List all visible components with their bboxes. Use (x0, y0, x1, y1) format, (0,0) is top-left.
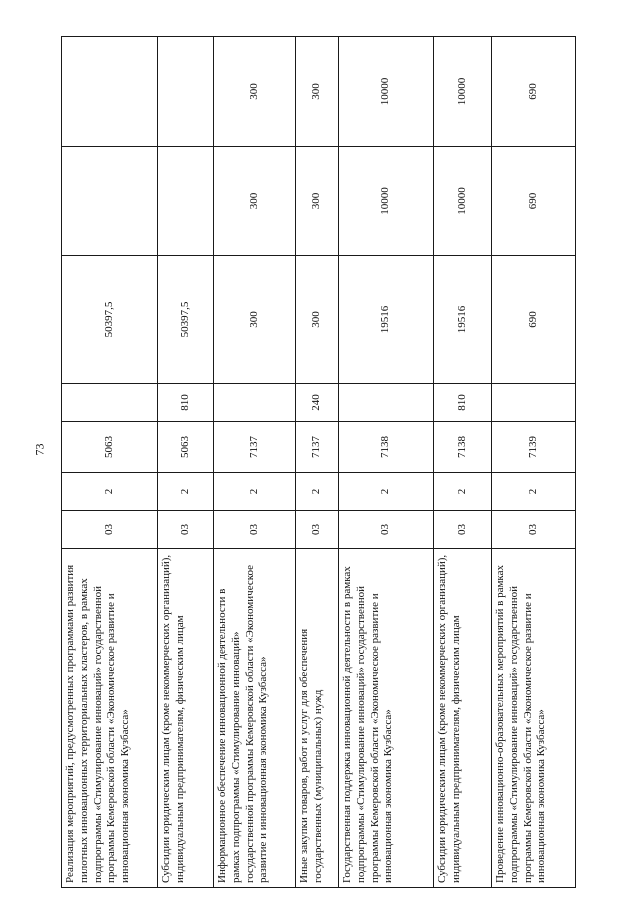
table-row (296, 37, 339, 888)
subprogram-code: 2 (492, 473, 576, 511)
expense-type-code: 810 (434, 384, 492, 422)
expense-type-code (62, 384, 158, 422)
budget-table (61, 36, 576, 888)
target-code: 7138 (339, 422, 434, 473)
row-description: Субсидии юридическим лицам (кроме некоммерческих организаций), индивидуальным предпринимателям, физическим лицам (158, 549, 214, 888)
target-code: 7139 (492, 422, 576, 473)
table-row (492, 37, 576, 888)
amount-year-3 (62, 37, 158, 147)
budget-table-wrapper (61, 37, 575, 888)
target-code: 5063 (62, 422, 158, 473)
amount-year-2 (62, 147, 158, 256)
amount-year-3: 300 (214, 37, 296, 147)
amount-year-1: 19516 (339, 256, 434, 384)
subprogram-code: 2 (296, 473, 339, 511)
subprogram-code: 2 (214, 473, 296, 511)
row-description: Проведение инновационно-образовательных мероприятий в рамках подпрограммы «Стимулирование инноваций» государственной программы Кемеровской области «Экономическое развитие и инновационная экономика Кузбасса» (492, 549, 576, 888)
amount-year-1: 50397,5 (158, 256, 214, 384)
section-code: 03 (339, 511, 434, 549)
target-code: 7137 (214, 422, 296, 473)
expense-type-code: 810 (158, 384, 214, 422)
target-code: 7138 (434, 422, 492, 473)
expense-type-code (214, 384, 296, 422)
section-code: 03 (158, 511, 214, 549)
amount-year-3: 690 (492, 37, 576, 147)
amount-year-1: 300 (214, 256, 296, 384)
amount-year-2: 10000 (434, 147, 492, 256)
row-description: Информационное обеспечение инновационной деятельности в рамках подпрограммы «Стимулирование инноваций» государственной программы Кемеровской области «Экономическое развитие и инновационная экономика Кузбасса» (214, 549, 296, 888)
table-row (339, 37, 434, 888)
subprogram-code: 2 (62, 473, 158, 511)
amount-year-3: 10000 (434, 37, 492, 147)
amount-year-2: 300 (214, 147, 296, 256)
amount-year-1: 19516 (434, 256, 492, 384)
amount-year-1: 50397,5 (62, 256, 158, 384)
section-code: 03 (214, 511, 296, 549)
row-description: Субсидии юридическим лицам (кроме некоммерческих организаций), индивидуальным предпринимателям, физическим лицам (434, 549, 492, 888)
subprogram-code: 2 (339, 473, 434, 511)
amount-year-3: 300 (296, 37, 339, 147)
row-description: Реализация мероприятий, предусмотренных программами развития пилотных инновационных территориальных кластеров, в рамках подпрограммы «Стимулирование инноваций» государственной программы Кемеровской области «Экономическое развитие и инновационная экономика Кузбасса» (62, 549, 158, 888)
expense-type-code (492, 384, 576, 422)
section-code: 03 (296, 511, 339, 549)
amount-year-1: 690 (492, 256, 576, 384)
table-row (62, 37, 158, 888)
amount-year-3: 10000 (339, 37, 434, 147)
expense-type-code (339, 384, 434, 422)
amount-year-3 (158, 37, 214, 147)
section-code: 03 (62, 511, 158, 549)
target-code: 7137 (296, 422, 339, 473)
table-row (214, 37, 296, 888)
amount-year-2: 690 (492, 147, 576, 256)
row-description: Государственная поддержка инновационной деятельности в рамках подпрограммы «Стимулирование инноваций» государственной программы Кемеровской области «Экономическое развитие и инновационная экономика Кузбасса» (339, 549, 434, 888)
amount-year-2 (158, 147, 214, 256)
page-number: 73 (32, 443, 47, 456)
expense-type-code: 240 (296, 384, 339, 422)
subprogram-code: 2 (158, 473, 214, 511)
subprogram-code: 2 (434, 473, 492, 511)
section-code: 03 (434, 511, 492, 549)
row-description: Иные закупки товаров, работ и услуг для обеспечения государственных (муниципальных) нужд (296, 549, 339, 888)
table-row (158, 37, 214, 888)
table-row (434, 37, 492, 888)
target-code: 5063 (158, 422, 214, 473)
amount-year-1: 300 (296, 256, 339, 384)
amount-year-2: 10000 (339, 147, 434, 256)
amount-year-2: 300 (296, 147, 339, 256)
section-code: 03 (492, 511, 576, 549)
